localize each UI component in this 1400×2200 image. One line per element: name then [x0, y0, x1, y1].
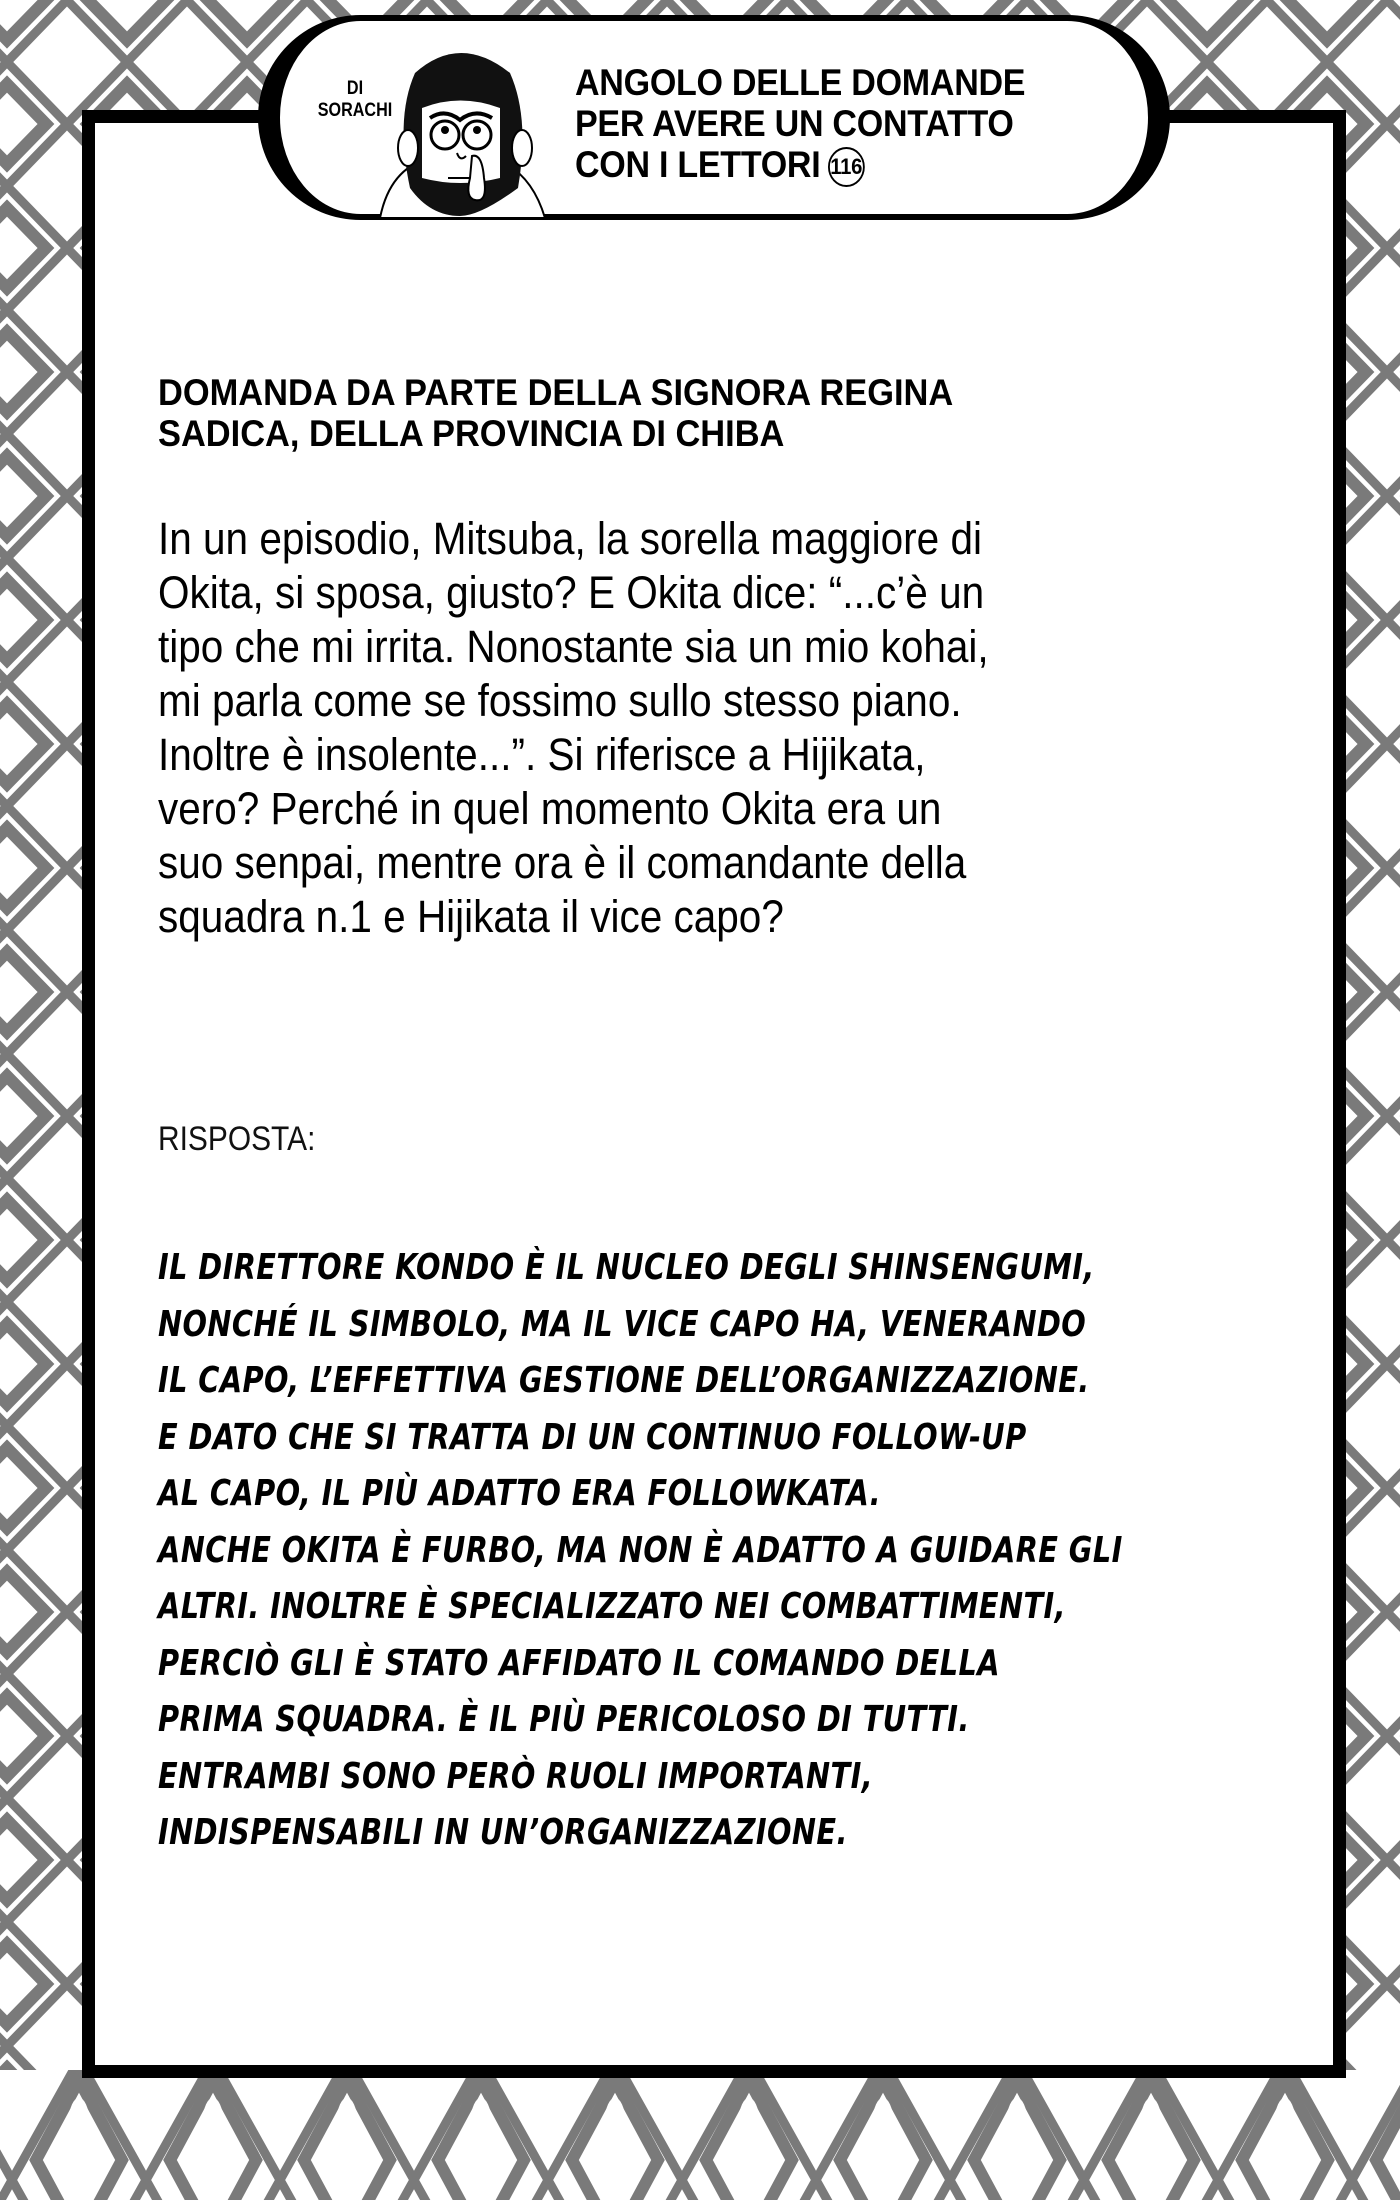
- answer-line: PERCIÒ GLI È STATO AFFIDATO IL COMANDO DELLA: [158, 1642, 1000, 1684]
- question-line: mi parla come se fossimo sullo stesso piano.: [158, 675, 962, 726]
- answer-line: NONCHÉ IL SIMBOLO, MA IL VICE CAPO HA, VENERANDO: [158, 1303, 1087, 1345]
- banner-title-line: [575, 144, 1090, 187]
- banner-title: [575, 62, 1090, 187]
- byline-di: DI: [346, 78, 364, 99]
- question-body: [158, 512, 1193, 944]
- question-line: Okita, si sposa, giusto? E Okita dice: “...c’è un: [158, 567, 985, 618]
- answer-line: IL CAPO, L’EFFETTIVA GESTIONE DELL’ORGANIZZAZIONE.: [158, 1360, 1090, 1401]
- question-line: suo senpai, mentre ora è il comandante della: [158, 837, 967, 888]
- question-line: squadra n.1 e Hijikata il vice capo?: [158, 891, 784, 942]
- question-line: tipo che mi irrita. Nonostante sia un mio kohai,: [158, 621, 989, 672]
- answer-line: AL CAPO, IL PIÙ ADATTO ERA FOLLOWKATA.: [158, 1473, 882, 1514]
- issue-number-badge: 116: [828, 147, 865, 187]
- answer-line: PRIMA SQUADRA. È IL PIÙ PERICOLOSO DI TUTTI.: [158, 1699, 970, 1740]
- banner-title-line: PER AVERE UN CONTATTO: [575, 103, 1014, 144]
- answer-line: ALTRI. INOLTRE È SPECIALIZZATO NEI COMBATTIMENTI,: [158, 1586, 1066, 1627]
- answer-line: ANCHE OKITA È FURBO, MA NON È ADATTO A GUIDARE GLI: [158, 1529, 1123, 1571]
- author-caricature-icon: [360, 38, 560, 218]
- question-line: vero? Perché in quel momento Okita era un: [158, 783, 942, 834]
- banner-title-line: ANGOLO DELLE DOMANDE: [575, 62, 1026, 103]
- question-line: In un episodio, Mitsuba, la sorella maggiore di: [158, 513, 982, 564]
- question-heading-line: SADICA, DELLA PROVINCIA DI CHIBA: [158, 413, 785, 454]
- question-heading-line: DOMANDA DA PARTE DELLA SIGNORA REGINA: [158, 372, 954, 413]
- question-heading: [158, 372, 1200, 454]
- question-line: Inoltre è insolente...”. Si riferisce a Hijikata,: [158, 729, 926, 780]
- answer-line: IL DIRETTORE KONDO È IL NUCLEO DEGLI SHINSENGUMI,: [158, 1247, 1095, 1288]
- byline-name: SORACHI: [317, 100, 393, 121]
- answer-label: RISPOSTA:: [158, 1120, 316, 1158]
- banner-title-text: CON I LETTORI: [575, 144, 821, 185]
- answer-line: E DATO CHE SI TRATTA DI UN CONTINUO FOLLOW-UP: [158, 1416, 1027, 1458]
- answer-line: INDISPENSABILI IN UN’ORGANIZZAZIONE.: [158, 1812, 848, 1853]
- answer-body: [158, 1240, 1123, 1862]
- answer-line: ENTRAMBI SONO PERÒ RUOLI IMPORTANTI,: [158, 1755, 874, 1797]
